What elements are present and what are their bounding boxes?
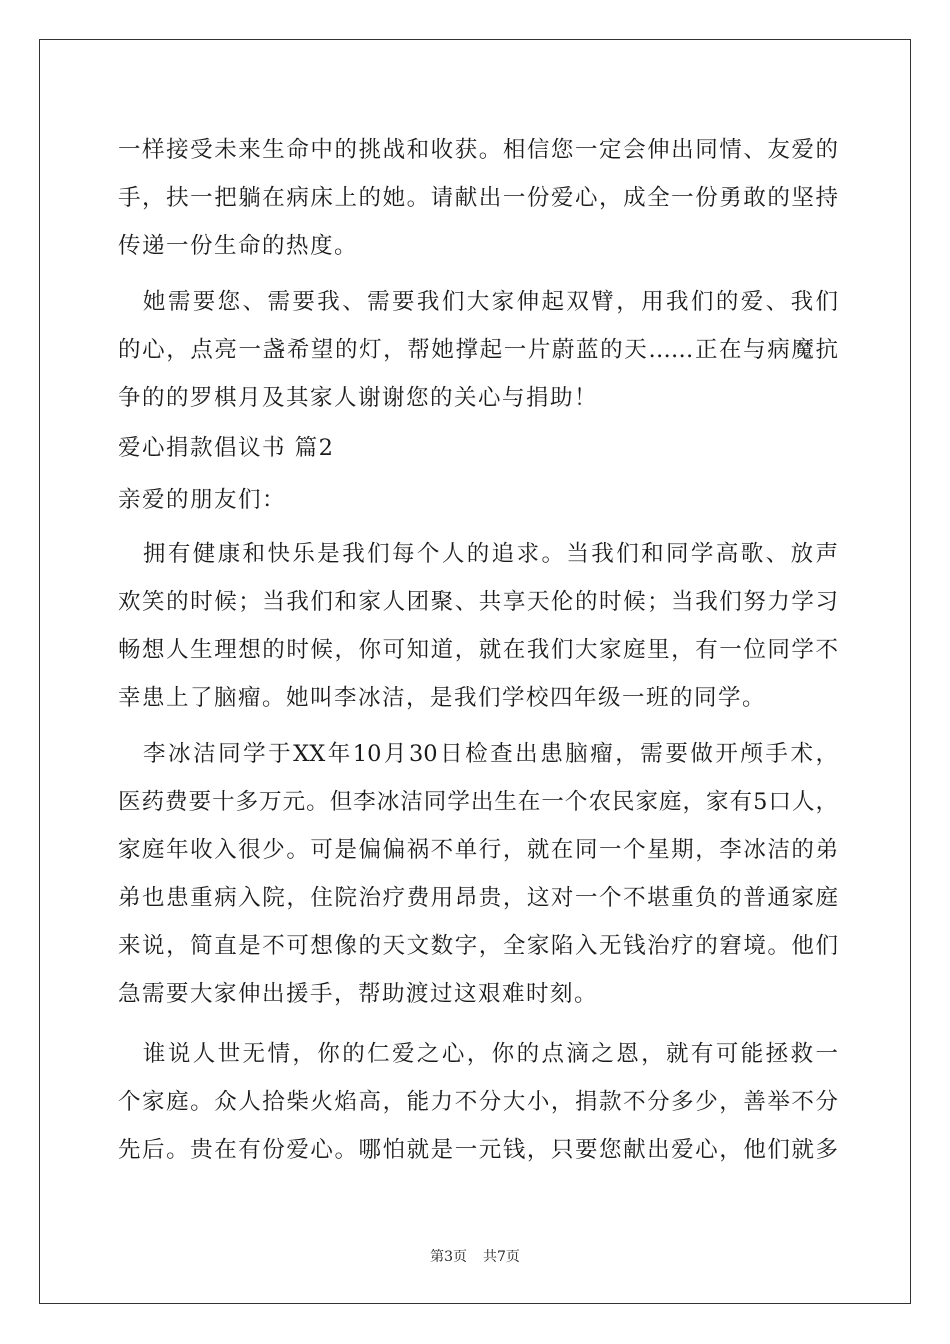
section-heading: 爱心捐款倡议书 篇2 xyxy=(118,435,335,461)
page-footer xyxy=(0,1246,950,1266)
page-number: 第3页 xyxy=(430,1249,467,1265)
text-line: 李冰洁同学于XX年10月30日检查出患脑瘤，需要做开颅手术， xyxy=(118,741,838,767)
text-line: 争的的罗棋月及其家人谢谢您的关心与捐助！ xyxy=(118,385,599,411)
text-line: 的心，点亮一盏希望的灯，帮她撑起一片蔚蓝的天……正在与病魔抗 xyxy=(118,337,838,363)
page-total: 共7页 xyxy=(483,1249,520,1265)
text-line: 个家庭。众人拾柴火焰高，能力不分大小，捐款不分多少，善举不分 xyxy=(118,1089,838,1115)
salutation: 亲爱的朋友们： xyxy=(118,487,287,513)
text-line: 先后。贵在有份爱心。哪怕就是一元钱，只要您献出爱心，他们就多 xyxy=(118,1137,838,1163)
text-line: 手，扶一把躺在病床上的她。请献出一份爱心，成全一份勇敢的坚持 xyxy=(118,185,838,211)
text-line: 传递一份生命的热度。 xyxy=(118,233,359,259)
text-line: 畅想人生理想的时候，你可知道，就在我们大家庭里，有一位同学不 xyxy=(118,637,838,663)
text-line: 医药费要十多万元。但李冰洁同学出生在一个农民家庭，家有5口人， xyxy=(118,789,838,815)
text-line: 一样接受未来生命中的挑战和收获。相信您一定会伸出同情、友爱的 xyxy=(118,137,838,163)
text-line: 她需要您、需要我、需要我们大家伸起双臂，用我们的爱、我们 xyxy=(118,289,838,315)
text-line: 谁说人世无情，你的仁爱之心，你的点滴之恩，就有可能拯救一 xyxy=(118,1041,838,1067)
text-line: 拥有健康和快乐是我们每个人的追求。当我们和同学高歌、放声 xyxy=(118,541,838,567)
text-line: 来说，简直是不可想像的天文数字，全家陷入无钱治疗的窘境。他们 xyxy=(118,933,838,959)
text-line: 弟也患重病入院，住院治疗费用昂贵，这对一个不堪重负的普通家庭 xyxy=(118,885,838,911)
text-line: 急需要大家伸出援手，帮助渡过这艰难时刻。 xyxy=(118,981,599,1007)
text-line: 幸患上了脑瘤。她叫李冰洁，是我们学校四年级一班的同学。 xyxy=(118,685,767,711)
text-line: 家庭年收入很少。可是偏偏祸不单行，就在同一个星期，李冰洁的弟 xyxy=(118,837,838,863)
text-line: 欢笑的时候；当我们和家人团聚、共享天伦的时候；当我们努力学习 xyxy=(118,589,838,615)
